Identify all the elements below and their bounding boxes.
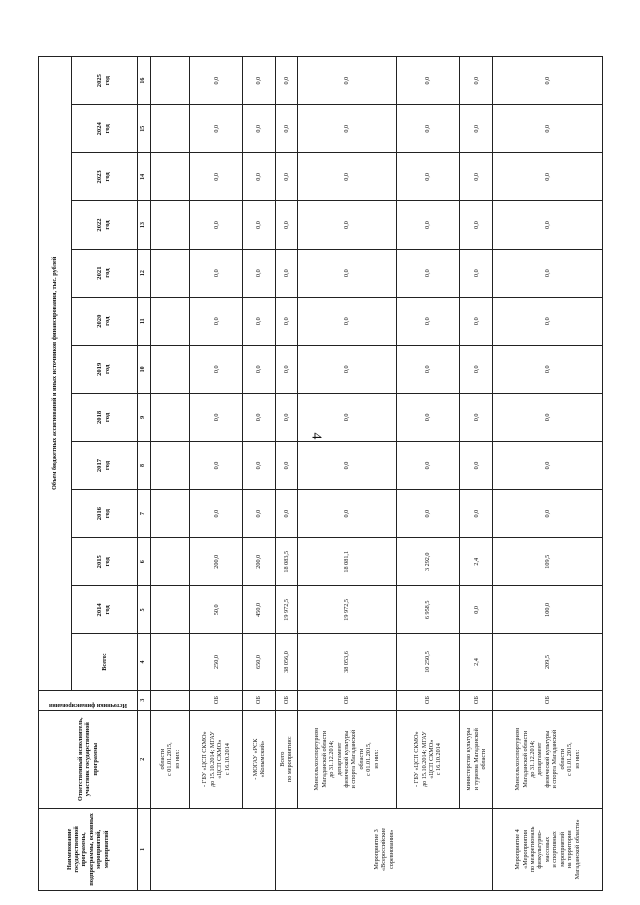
- header-year: 2022 год: [71, 200, 137, 248]
- value-cell: 0,0: [492, 152, 602, 200]
- total-cell: 250,0: [189, 633, 242, 689]
- value-cell: 0,0: [459, 104, 492, 152]
- value-cell: [150, 489, 190, 537]
- value-cell: 0,0: [275, 152, 297, 200]
- value-cell: 0,0: [459, 152, 492, 200]
- value-cell: [150, 249, 190, 297]
- value-cell: 0,0: [275, 345, 297, 393]
- value-cell: 0,0: [189, 152, 242, 200]
- col-number: 15: [137, 104, 150, 152]
- col-number: 8: [137, 441, 150, 489]
- value-cell: 0,0: [189, 441, 242, 489]
- name-cell-prev: [150, 808, 275, 890]
- value-cell: 0,0: [297, 152, 396, 200]
- value-cell: 0,0: [297, 441, 396, 489]
- value-cell: 6 958,5: [396, 585, 460, 633]
- value-cell: 18 083,5: [275, 537, 297, 585]
- col-number: 16: [137, 56, 150, 104]
- value-cell: 0,0: [297, 249, 396, 297]
- page-number: 4: [308, 432, 324, 440]
- rotated-table-wrapper: [38, 56, 603, 891]
- value-cell: 0,0: [492, 489, 602, 537]
- header-source: Источники финансирования: [48, 701, 127, 708]
- value-cell: 18 081,1: [297, 537, 396, 585]
- source-cell: ОБ: [492, 690, 602, 710]
- executor-cell: Всего по мероприятию:: [275, 710, 297, 808]
- value-cell: 0,0: [396, 441, 460, 489]
- value-cell: 0,0: [189, 393, 242, 441]
- value-cell: 19 972,5: [297, 585, 396, 633]
- value-cell: 19 972,5: [275, 585, 297, 633]
- value-cell: [150, 345, 190, 393]
- header-year: 2014 год: [71, 585, 137, 633]
- header-total: Всего:: [71, 633, 137, 689]
- total-cell: 2,4: [459, 633, 492, 689]
- value-cell: 0,0: [242, 345, 275, 393]
- header-volume: Объем бюджетных ассигнований и иных источников финансирования, тыс. рублей: [38, 56, 71, 690]
- table-row: [150, 56, 190, 890]
- value-cell: 0,0: [189, 200, 242, 248]
- value-cell: 0,0: [275, 297, 297, 345]
- value-cell: 0,0: [396, 345, 460, 393]
- value-cell: 0,0: [242, 200, 275, 248]
- value-cell: 0,0: [242, 56, 275, 104]
- col-number: 2: [137, 710, 150, 808]
- value-cell: 0,0: [396, 152, 460, 200]
- header-year: 2025 год: [71, 56, 137, 104]
- value-cell: 0,0: [297, 56, 396, 104]
- value-cell: 2,4: [459, 537, 492, 585]
- value-cell: 0,0: [396, 56, 460, 104]
- value-cell: 0,0: [492, 249, 602, 297]
- value-cell: 100,0: [492, 585, 602, 633]
- value-cell: 450,0: [242, 585, 275, 633]
- value-cell: 0,0: [242, 297, 275, 345]
- value-cell: 0,0: [297, 489, 396, 537]
- value-cell: 109,5: [492, 537, 602, 585]
- value-cell: [150, 104, 190, 152]
- value-cell: 0,0: [242, 249, 275, 297]
- header-year: 2018 год: [71, 393, 137, 441]
- col-number: 10: [137, 345, 150, 393]
- col-number: 11: [137, 297, 150, 345]
- value-cell: 0,0: [275, 249, 297, 297]
- value-cell: 0,0: [459, 345, 492, 393]
- header-year: 2017 год: [71, 441, 137, 489]
- source-cell: ОБ: [242, 690, 275, 710]
- value-cell: 0,0: [297, 200, 396, 248]
- header-name: Наименование государственной программы, подпрограммы, основных мероприятий, мероприятий: [38, 808, 137, 890]
- value-cell: 0,0: [242, 393, 275, 441]
- header-year: 2021 год: [71, 249, 137, 297]
- value-cell: 200,0: [242, 537, 275, 585]
- value-cell: [150, 152, 190, 200]
- total-cell: 209,5: [492, 633, 602, 689]
- header-year: 2020 год: [71, 297, 137, 345]
- value-cell: 0,0: [492, 56, 602, 104]
- col-number: 6: [137, 537, 150, 585]
- value-cell: [150, 393, 190, 441]
- value-cell: 0,0: [189, 345, 242, 393]
- value-cell: 0,0: [459, 56, 492, 104]
- value-cell: [150, 56, 190, 104]
- value-cell: 0,0: [242, 489, 275, 537]
- value-cell: 0,0: [459, 585, 492, 633]
- table-row: [297, 56, 396, 890]
- value-cell: 0,0: [459, 200, 492, 248]
- table-row: [492, 56, 602, 890]
- col-number: 1: [137, 808, 150, 890]
- value-cell: 0,0: [275, 393, 297, 441]
- col-number: 9: [137, 393, 150, 441]
- header-year: 2023 год: [71, 152, 137, 200]
- header-year: 2019 год: [71, 345, 137, 393]
- col-number: 5: [137, 585, 150, 633]
- table-row: [242, 56, 275, 890]
- source-cell: ОБ: [189, 690, 242, 710]
- value-cell: 0,0: [189, 489, 242, 537]
- value-cell: 0,0: [189, 56, 242, 104]
- col-number: 14: [137, 152, 150, 200]
- value-cell: 0,0: [275, 56, 297, 104]
- value-cell: 0,0: [396, 249, 460, 297]
- value-cell: 0,0: [396, 489, 460, 537]
- col-number: 7: [137, 489, 150, 537]
- value-cell: 3 292,0: [396, 537, 460, 585]
- executor-cell: Минсельхозспортуризм Магаданской области до 31.12.2014; департамент физической культуры и спорта Магаданской области с 01.01.2015, из них:: [297, 710, 396, 808]
- measure-3-name: Мероприятие 3 «Всероссийские соревнования»: [275, 808, 492, 890]
- value-cell: 0,0: [242, 441, 275, 489]
- value-cell: 0,0: [459, 489, 492, 537]
- value-cell: 0,0: [189, 249, 242, 297]
- table-row: [275, 56, 297, 890]
- value-cell: 0,0: [396, 393, 460, 441]
- col-number: 13: [137, 200, 150, 248]
- value-cell: [150, 200, 190, 248]
- value-cell: 0,0: [297, 393, 396, 441]
- executor-cell: - МОГАУ «РСК «Колымский»: [242, 710, 275, 808]
- header-executor: Ответственный исполнитель, участник государственной программы: [38, 710, 137, 808]
- measure-4-name: Мероприятие 4 «Мероприятия по межрегиональ физкультурно- массовых и спортивных мероприятий на территории Магаданской области»: [492, 808, 602, 890]
- total-cell: 650,0: [242, 633, 275, 689]
- total-cell: 10 250,5: [396, 633, 460, 689]
- value-cell: 0,0: [189, 104, 242, 152]
- header-source-cell: [38, 690, 137, 710]
- value-cell: 0,0: [459, 297, 492, 345]
- value-cell: 0,0: [492, 441, 602, 489]
- value-cell: 0,0: [396, 200, 460, 248]
- col-number: 4: [137, 633, 150, 689]
- executor-cell: - ГБУ «ЦСП СКМО» до 15.10.2014; МГАУ «ЦСП СКМО» с 16.10.2014: [189, 710, 242, 808]
- total-cell: [150, 633, 190, 689]
- col-number: 3: [137, 690, 150, 710]
- table-row: [459, 56, 492, 890]
- total-cell: 38 053,6: [297, 633, 396, 689]
- header-year: 2016 год: [71, 489, 137, 537]
- executor-cell: - ГБУ «ЦСП СКМО» до 15.10.2014; МГАУ «ЦСП СКМО» с 16.10.2014: [396, 710, 460, 808]
- value-cell: 0,0: [396, 297, 460, 345]
- value-cell: [150, 297, 190, 345]
- value-cell: 0,0: [297, 345, 396, 393]
- value-cell: 0,0: [396, 104, 460, 152]
- value-cell: 0,0: [275, 200, 297, 248]
- executor-cell: министерство культуры и туризма Магаданской области: [459, 710, 492, 808]
- value-cell: 0,0: [492, 345, 602, 393]
- source-cell: ОБ: [396, 690, 460, 710]
- value-cell: 0,0: [275, 104, 297, 152]
- value-cell: 0,0: [492, 200, 602, 248]
- value-cell: 0,0: [459, 249, 492, 297]
- source-cell: ОБ: [297, 690, 396, 710]
- value-cell: 0,0: [275, 441, 297, 489]
- header-year: 2015 год: [71, 537, 137, 585]
- value-cell: 0,0: [459, 393, 492, 441]
- value-cell: 0,0: [492, 297, 602, 345]
- value-cell: 0,0: [189, 297, 242, 345]
- source-cell: [150, 690, 190, 710]
- table-row: [189, 56, 242, 890]
- value-cell: 0,0: [297, 104, 396, 152]
- value-cell: 0,0: [242, 152, 275, 200]
- value-cell: 0,0: [459, 441, 492, 489]
- table-row: [396, 56, 460, 890]
- total-cell: 38 056,0: [275, 633, 297, 689]
- value-cell: 200,0: [189, 537, 242, 585]
- value-cell: 0,0: [492, 104, 602, 152]
- value-cell: 0,0: [492, 393, 602, 441]
- value-cell: 0,0: [297, 297, 396, 345]
- executor-cell: Минсельхозспортуризм Магаданской области до 31.12.2014; департамент физической культуры и спорта Магаданской области с 01.01.2015, из них:: [492, 710, 602, 808]
- source-cell: ОБ: [459, 690, 492, 710]
- header-year: 2024 год: [71, 104, 137, 152]
- value-cell: [150, 537, 190, 585]
- source-cell: ОБ: [275, 690, 297, 710]
- value-cell: [150, 585, 190, 633]
- column-numbers-row: [137, 56, 150, 890]
- value-cell: 0,0: [242, 104, 275, 152]
- value-cell: 0,0: [275, 489, 297, 537]
- financing-table: [38, 56, 603, 891]
- col-number: 12: [137, 249, 150, 297]
- executor-cell: области с 01.01.2015, из них:: [150, 710, 190, 808]
- value-cell: [150, 441, 190, 489]
- value-cell: 50,0: [189, 585, 242, 633]
